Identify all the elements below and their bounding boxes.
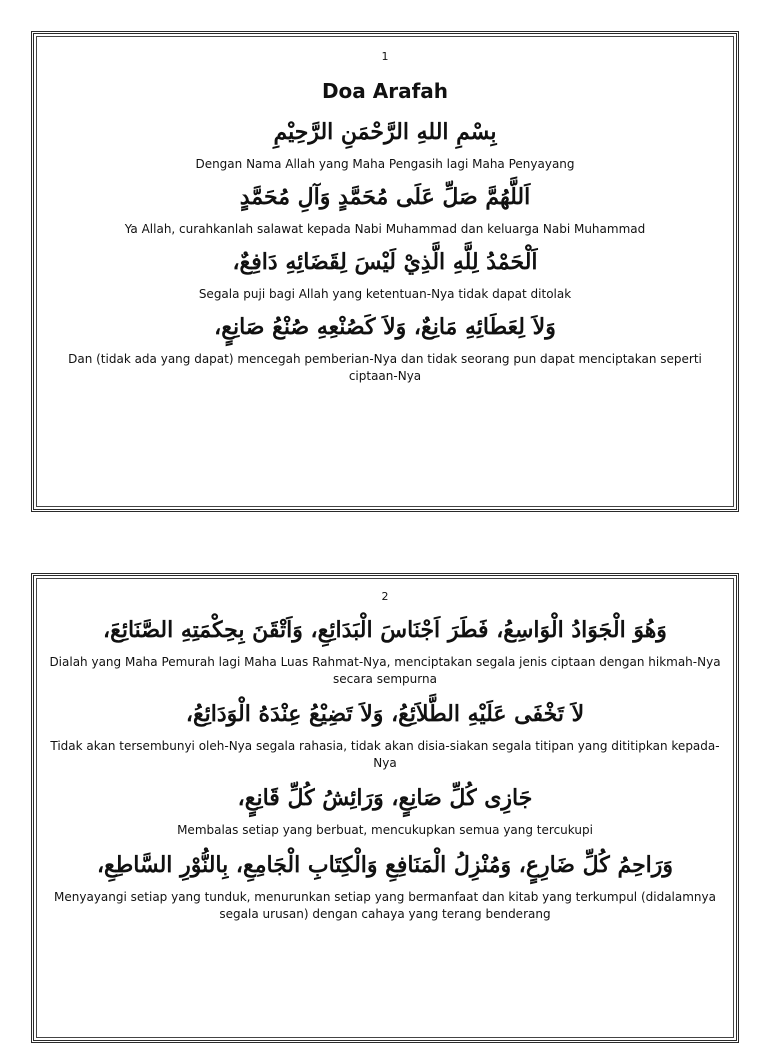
page-2: [31, 573, 739, 1043]
page-number: 2: [381, 590, 389, 603]
document-title: Doa Arafah: [321, 79, 449, 103]
arabic-verse: جَازِى كُلِّ صَانِعٍ، وَرَائِشُ كُلِّ قَانِعٍ،: [237, 785, 533, 811]
arabic-verse: اَلْحَمْدُ لِلَّهِ الَّذِيْ لَيْسَ لِقَضَائِهِ دَافِعٌ،: [232, 249, 538, 275]
verse-translation: Ya Allah, curahkanlah salawat kepada Nabi Muhammad dan keluarga Nabi Muhammad: [124, 222, 646, 236]
arabic-verse: وَرَاحِمُ كُلِّ ضَارِعٍ، وَمُنْزِلُ الْمَنَافِعِ وَالْكِتَابِ الْجَامِعِ، بِالنُّوْرِ السَّاطِعِ،: [96, 852, 674, 878]
arabic-verse: لاَ تَخْفَى عَلَيْهِ الطَّلاَئِعُ، وَلاَ تَضِيْعُ عِنْدَهُ الْوَدَائِعُ،: [185, 701, 585, 727]
verse-translation: Menyayangi setiap yang tunduk, menurunkan setiap yang bermanfaat dan kitab yang terkumpul (didalamnya segala urusan) dengan cahaya yang terang benderang: [54, 890, 716, 921]
verse-translation: Dialah yang Maha Pemurah lagi Maha Luas Rahmat-Nya, menciptakan segala jenis ciptaan dengan hikmah-Nya secara sempurna: [49, 655, 721, 686]
verse-translation: Membalas setiap yang berbuat, mencukupkan semua yang tercukupi: [177, 823, 593, 837]
arabic-verse: وَهُوَ الْجَوَادُ الْوَاسِعُ، فَطَرَ اَجْنَاسَ الْبَدَائِعِ، وَاَتْقَنَ بِحِكْمَتِهِ الصَّنَائِعَ،: [103, 617, 667, 643]
verse-translation: Dengan Nama Allah yang Maha Pengasih lagi Maha Penyayang: [195, 157, 575, 171]
arabic-verse: بِسْمِ اللهِ الرَّحْمَنِ الرَّحِيْمِ: [273, 119, 497, 145]
page-number: 1: [381, 50, 389, 63]
verse-translation: Dan (tidak ada yang dapat) mencegah pemberian-Nya dan tidak seorang pun dapat menciptakan seperti ciptaan-Nya: [68, 352, 702, 383]
arabic-verse: اَللَّهُمَّ صَلِّ عَلَى مُحَمَّدٍ وَآلِ مُحَمَّدٍ: [239, 184, 531, 210]
verse-translation: Tidak akan tersembunyi oleh-Nya segala rahasia, tidak akan disia-siakan segala titipan yang dititipkan kepada-Nya: [50, 739, 720, 770]
verse-translation: Segala puji bagi Allah yang ketentuan-Nya tidak dapat ditolak: [198, 287, 572, 301]
arabic-verse: وَلاَ لِعَطَائِهِ مَانِعٌ، وَلاَ كَصُنْعِهِ صُنْعُ صَانِعٍ،: [214, 314, 556, 340]
page-1: [31, 31, 739, 512]
